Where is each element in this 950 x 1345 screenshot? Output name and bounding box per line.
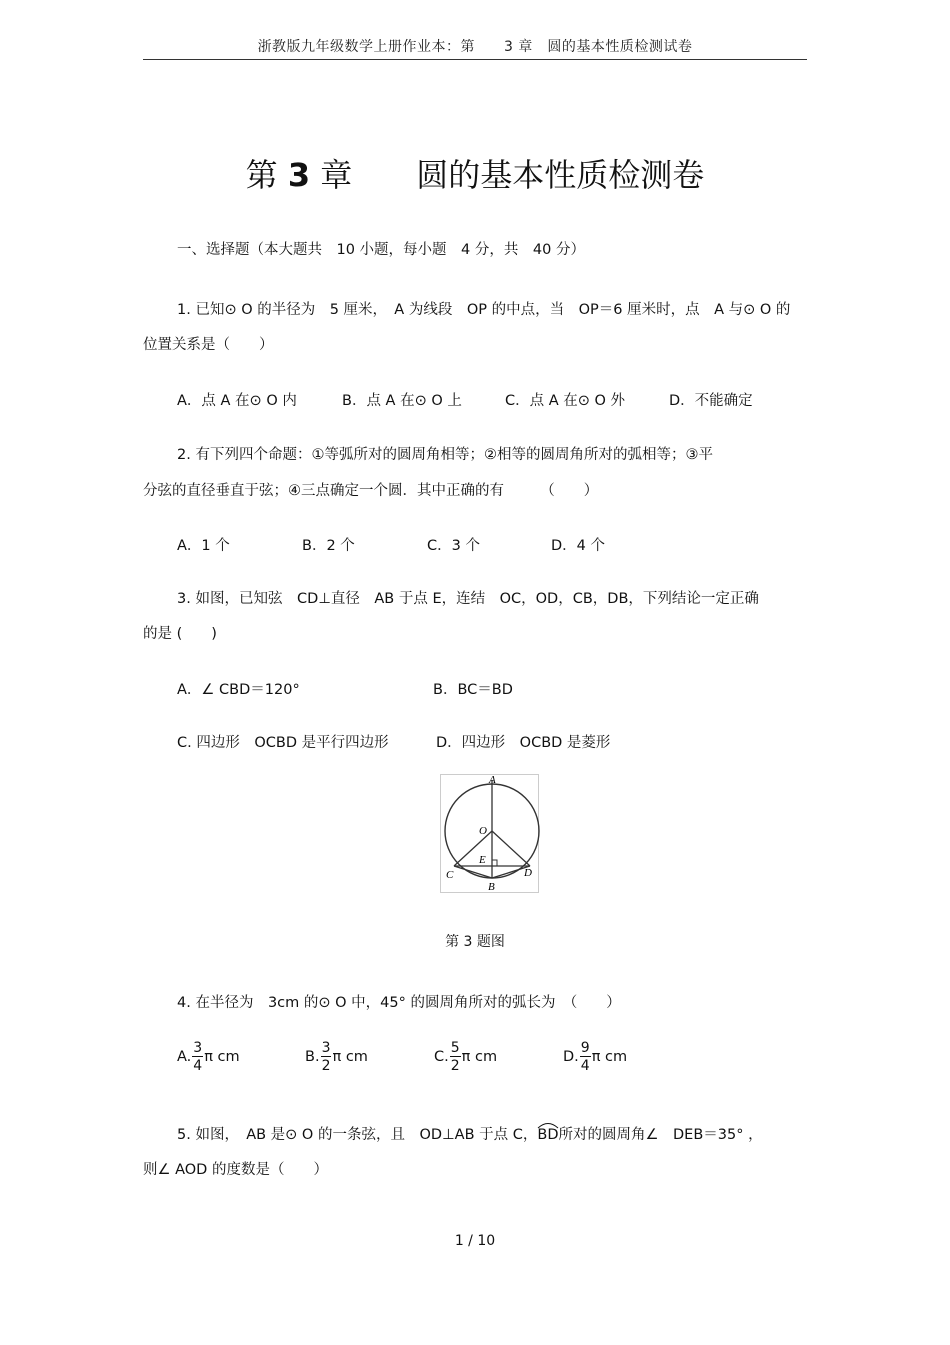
q4-option-a-fraction xyxy=(192,1041,203,1073)
page-number: 1 / 10 xyxy=(454,1233,496,1249)
label-o: O xyxy=(479,825,487,837)
label-d: D xyxy=(524,867,532,879)
q4-option-b-unit: π cm xyxy=(332,1049,368,1065)
q3-option-b: B．BC＝BD xyxy=(433,682,513,698)
label-a: A xyxy=(489,774,496,786)
q2-stem-line1: 2. 有下列四个命题：①等弧所对的圆周角相等；②相等的圆周角所对的弧相等；③平 xyxy=(177,447,713,463)
q5-stem-part1: 5. 如图， AB 是⊙ O 的一条弦，且 OD⊥AB 于点 C， xyxy=(177,1127,538,1143)
q4-option-d-unit: π cm xyxy=(591,1049,628,1065)
q1-stem-line1: 1. 已知⊙ O 的半径为 5 厘米， A 为线段 OP 的中点，当 OP＝6 厘米时，点 A 与⊙ O 的 xyxy=(177,302,791,318)
q5-arc-bd xyxy=(537,1127,558,1143)
arc-mark-icon xyxy=(536,1120,560,1129)
fraction-denominator: 2 xyxy=(321,1058,331,1074)
label-b: B xyxy=(488,881,495,893)
fraction-numerator: 3 xyxy=(321,1040,331,1056)
label-c: C xyxy=(446,869,454,881)
q2-option-d: D．4 个 xyxy=(551,538,605,554)
fraction-numerator: 5 xyxy=(450,1040,460,1056)
header-rule xyxy=(143,59,807,60)
q4-option-c-unit: π cm xyxy=(461,1049,498,1065)
q4-option-a-unit: π cm xyxy=(204,1049,240,1065)
q4-option-a xyxy=(177,1041,240,1073)
fraction-denominator: 4 xyxy=(193,1058,203,1074)
segment-od xyxy=(492,831,530,866)
q1-option-a: A．点 A 在⊙ O 内 xyxy=(177,393,297,409)
q3-figure xyxy=(440,774,540,894)
q2-option-a: A．1 个 xyxy=(177,538,230,554)
q2-stem-line2: 分弦的直径垂直于弦；④三点确定一个圆．其中正确的有 （ ） xyxy=(143,483,599,499)
q4-option-b xyxy=(305,1041,368,1073)
q3-stem-line1: 3. 如图，已知弦 CD⊥直径 AB 于点 E，连结 OC，OD，CB，DB，下列结论一定正确 xyxy=(177,591,759,607)
q5-arc-label: BD xyxy=(537,1127,559,1143)
running-header: 浙教版九年级数学上册作业本：第 3 章 圆的基本性质检测试卷 xyxy=(257,39,693,55)
q4-option-d-letter: D. xyxy=(563,1049,579,1065)
right-angle-mark xyxy=(492,860,497,866)
title-prefix: 第 xyxy=(245,156,278,194)
q4-option-b-fraction xyxy=(321,1041,332,1073)
label-e: E xyxy=(479,854,486,866)
q3-option-a: A．∠ CBD＝120° xyxy=(177,682,300,698)
q4-option-d xyxy=(563,1041,627,1073)
q4-option-d-fraction xyxy=(580,1041,591,1073)
section-heading: 一、选择题（本大题共 10 小题，每小题 4 分，共 40 分） xyxy=(177,242,585,258)
title-suffix: 章 圆的基本性质检测卷 xyxy=(320,156,705,194)
q2-option-b: B．2 个 xyxy=(302,538,355,554)
q5-stem-line2: 则∠ AOD 的度数是（ ） xyxy=(143,1162,328,1178)
q4-option-a-letter: A. xyxy=(177,1049,192,1065)
q3-option-c: C. 四边形 OCBD 是平行四边形 xyxy=(177,735,389,751)
title-number: 3 xyxy=(287,156,311,194)
q4-stem: 4. 在半径为 3cm 的⊙ O 中，45° 的圆周角所对的弧长为 （ ） xyxy=(177,995,621,1011)
q4-option-c xyxy=(434,1041,497,1073)
fraction-numerator: 9 xyxy=(580,1040,590,1056)
q1-option-d: D．不能确定 xyxy=(669,393,753,409)
fraction-denominator: 2 xyxy=(450,1058,460,1074)
q1-option-b: B．点 A 在⊙ O 上 xyxy=(342,393,462,409)
q4-option-c-letter: C. xyxy=(434,1049,449,1065)
q3-stem-line2: 的是 ( ) xyxy=(143,626,217,642)
q5-stem-line1 xyxy=(177,1123,763,1144)
q1-stem-line2: 位置关系是（ ） xyxy=(143,337,274,353)
q4-option-c-fraction xyxy=(450,1041,461,1073)
q4-option-b-letter: B. xyxy=(305,1049,320,1065)
q2-option-c: C．3 个 xyxy=(427,538,480,554)
q1-option-c: C．点 A 在⊙ O 外 xyxy=(505,393,626,409)
fraction-numerator: 3 xyxy=(193,1040,203,1056)
page-title xyxy=(0,150,950,196)
segment-cb xyxy=(454,866,492,878)
q5-stem-part2: 所对的圆周角∠ DEB＝35° ， xyxy=(558,1127,763,1143)
q3-figure-caption: 第 3 题图 xyxy=(445,934,505,950)
fraction-denominator: 4 xyxy=(580,1058,590,1074)
q3-option-d: D．四边形 OCBD 是菱形 xyxy=(436,735,611,751)
